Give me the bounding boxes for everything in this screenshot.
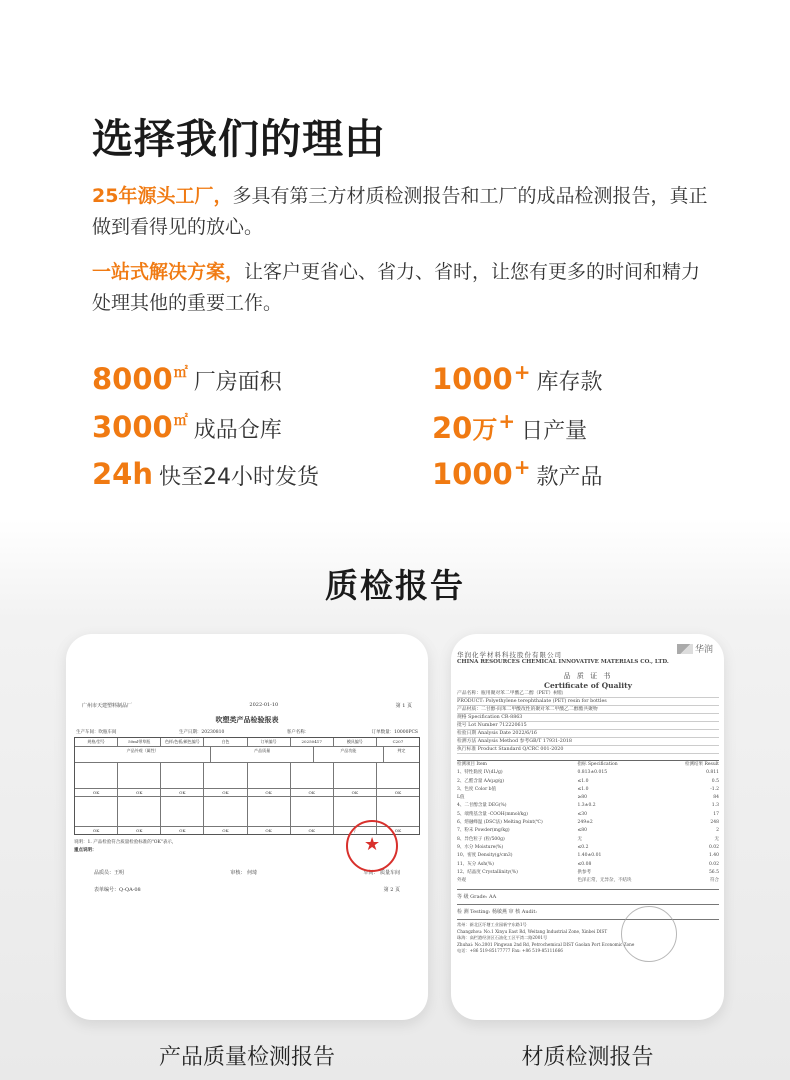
cert-line: 检测方法 Analysis Method 参考GB/T 17931-2018 [457,738,719,746]
cert-line: 检验日期 Analysis Date 2022/6/16 [457,730,719,738]
table-row: 外观 色泽正常，无异杂，不结块 符合 [457,878,719,884]
table-cell: OK [204,827,247,834]
table-row: 8、异色粒子 (粒/500g) 无 无 [457,836,719,842]
stat-label: 快至24小时发货 [159,465,320,490]
cert-title-en: Certificate of Quality [544,681,632,690]
company-address: 常州：新北区圩塘工业园新宇东路1号 Changzhou: No.1 Xinyu East Rd, Weitang Industrial Zone, Xinbei DIST 珠海：高栏港经济区石油化工区平湾二路2001号 Zhuhai: No.2001 Pingwan 2nd Rd, Petrochemical DIST Gaolan Port Economic Zone 电话：+86 519-85177777 Fax: +86 519-85111666 [457,919,719,955]
table-cell: 50ml带草瓶 [118,738,161,746]
cert-line: 规格 Specification CR-8863 [457,714,719,722]
logo-text: 华润 [694,645,713,655]
stat-daily-output [432,410,587,446]
stat-label: 库存款 [536,370,603,395]
table-row [75,738,419,747]
cert-line: 批号 Lot Number 712220615 [457,722,719,730]
cert-line: PRODUCT: Polyethylene terephthalate (PET) resin for bottles [457,698,719,706]
caption-product-report: 产品质量检测报告 [158,1045,335,1070]
cert-table [457,760,719,885]
report-info: 生产日期：20230810 [178,730,225,735]
table-cell: 订单编号 [248,738,291,746]
stat-products [432,457,603,491]
table-cell: 产品功能 [314,747,384,762]
table-cell: OK [75,827,118,834]
stat-label: 成品仓库 [193,418,282,443]
table-cell: OK [394,828,402,833]
stat-warehouse [92,410,282,444]
stat-label: 款产品 [536,465,603,490]
stat-unit: + [513,360,531,384]
report-code: 表单编号：Q-QA-08 [94,887,141,893]
cert-line: 产品名称：瓶用聚对苯二甲酸乙二醇（PET）树脂 [457,690,719,698]
report-date: 2022-01-10 [249,702,279,708]
table-cell: OK [75,789,118,796]
stat-number: 1000 [432,457,513,491]
table-cell: OK [248,789,291,796]
stat-number: 8000 [92,362,173,396]
stat-label: 日产量 [521,419,588,444]
quality-seal-icon [621,906,677,962]
stat-number: 24h [92,457,154,491]
stat-unit: ㎡ [173,413,188,429]
table-cell: 20250417 [291,738,334,746]
table-row: 7、粉末 Powder(mg/kg) ≤80 2 [457,828,719,834]
intro-paragraph-2 [92,257,712,319]
stat-unit: + [498,409,516,433]
report-info: 客户名称： [286,730,310,735]
table-cell: 模具编号 [334,738,377,746]
cert-line: 执行标准 Product Standard Q/CRC 001-2020 [457,746,719,754]
stat-number: 20 [432,411,473,445]
product-report-card[interactable] [66,634,428,1020]
table-cell: 产品外观（属性） [75,747,211,762]
report-remark: 说明：1. 产品检验符合质量检验标准的"OK"表示， [74,840,177,845]
material-report-card[interactable] [451,634,724,1020]
table-row: 9、水分 Moisture(%) ≤0.2 0.02 [457,844,719,850]
cert-details [457,690,719,754]
table-cell: 规格/型号 [75,738,118,746]
table-row: 6、熔融峰温 (DSC法) Melting Point(℃) 249±2 248 [457,820,719,826]
table-cell: OK [248,827,291,834]
material-report-document [457,640,719,955]
page-title: 选择我们的理由 [92,115,386,163]
company-name-en: CHINA RESOURCES CHEMICAL INNOVATIVE MATERIALS CO., LTD. [457,659,669,665]
report-dept: 车间： 质量车间 [363,870,400,876]
table-cell: OK [161,789,204,796]
table-cell: OK [204,789,247,796]
table-row: 1、特性黏度 IV(dL/g) 0.813±0.015 0.811 [457,770,719,776]
stat-stock-items [432,362,603,396]
paragraph-1-text: 多具有第三方材质检测报告和工厂的成品检测报告，真正做到看得见的放心。 [92,185,708,238]
table-cell: 产品质量 [211,747,314,762]
table-row: 3、色度 Color b值 ≤1.0 -1.2 [457,786,719,792]
section-title: 质检报告 [325,566,465,605]
cr-logo-icon [677,642,713,655]
stat-number: 3000 [92,410,173,444]
company-seal-icon [346,820,398,872]
table-cell: OK [118,789,161,796]
table-cell: 判定 [397,748,406,753]
table-cell: OK [334,789,377,796]
cert-title-cn: 品 质 证 书 [563,672,613,680]
company-name-cn: 华润化学材料科技股份有限公司 [457,651,562,659]
table-cell: C207 [392,739,404,744]
table-row: 检测项目 Item 指标 Specification 检测结果 Result [457,762,719,767]
report-reviewer: 审核： 何琦 [230,870,257,876]
stat-wan: 万 [472,415,498,444]
report-inspector: 品质员：王明 [94,870,125,876]
table-row: 12、结晶度 Crystallinity(%) 供参考 56.5 [457,869,719,875]
table-cell: 白色 [204,738,247,746]
stat-unit: ㎡ [173,365,188,381]
table-row: 10、密度 Density(g/cm3) 1.40±0.01 1.40 [457,853,719,859]
highlight-solution: 一站式解决方案， [92,261,245,283]
report-info: 生产车间：吹瓶车间 [76,730,117,735]
table-row: 5、端羧基含量 -COOH(mmol/kg) ≤30 17 [457,811,719,817]
stat-shipping [92,457,319,491]
report-company: 广州市天建塑料制品厂 [82,703,133,709]
table-cell: OK [118,827,161,834]
cert-line: 产品材质：二甘醇-间苯二甲酸改性的聚对苯二甲酸乙二醇酯共聚物 [457,706,719,714]
table-row [75,763,419,789]
table-row: 4、二甘醇含量 DEG(%) 1.3±0.2 1.3 [457,803,719,809]
stat-label: 厂房面积 [193,370,282,395]
highlight-factory: 25年源头工厂， [92,185,233,207]
table-row [75,789,419,797]
table-row: L值 ≥80 84 [457,795,719,801]
report-doc-title: 吹塑类产品检验报表 [215,715,279,724]
stat-number: 1000 [432,362,513,396]
table-row [75,747,419,763]
stat-unit: + [513,455,531,479]
paragraph-2-text: 让客户更省心、省力、省时，让您有更多的时间和精力处理其他的重要工作。 [92,261,701,314]
table-cell: / [334,827,377,834]
table-cell: OK [291,789,334,796]
report-info: 订单数量：10000PCS [371,730,418,735]
table-cell: OK [394,790,402,795]
cert-grade: 等 级 Grade: AA [457,889,719,900]
cert-inspector: 检 测 Testing: 杨敏燕 审 核 Audit: [457,904,719,915]
stat-factory-area [92,362,282,396]
report-sign-page: 第 2 页 [383,887,400,893]
caption-material-report: 材质检测报告 [521,1045,654,1070]
table-cell: OK [161,827,204,834]
intro-paragraph-1 [92,181,712,243]
table-cell: OK [291,827,334,834]
table-row: 2、乙醛含量 AA(μg/g) ≤1.0 0.5 [457,778,719,784]
table-cell: 色样/色板/颜色编号 [161,738,204,746]
report-page: 第 1 页 [395,703,412,709]
table-row: 11、灰分 Ash(%) ≤0.08 0.02 [457,861,719,867]
report-conclusion: 重点说明： [74,848,97,853]
